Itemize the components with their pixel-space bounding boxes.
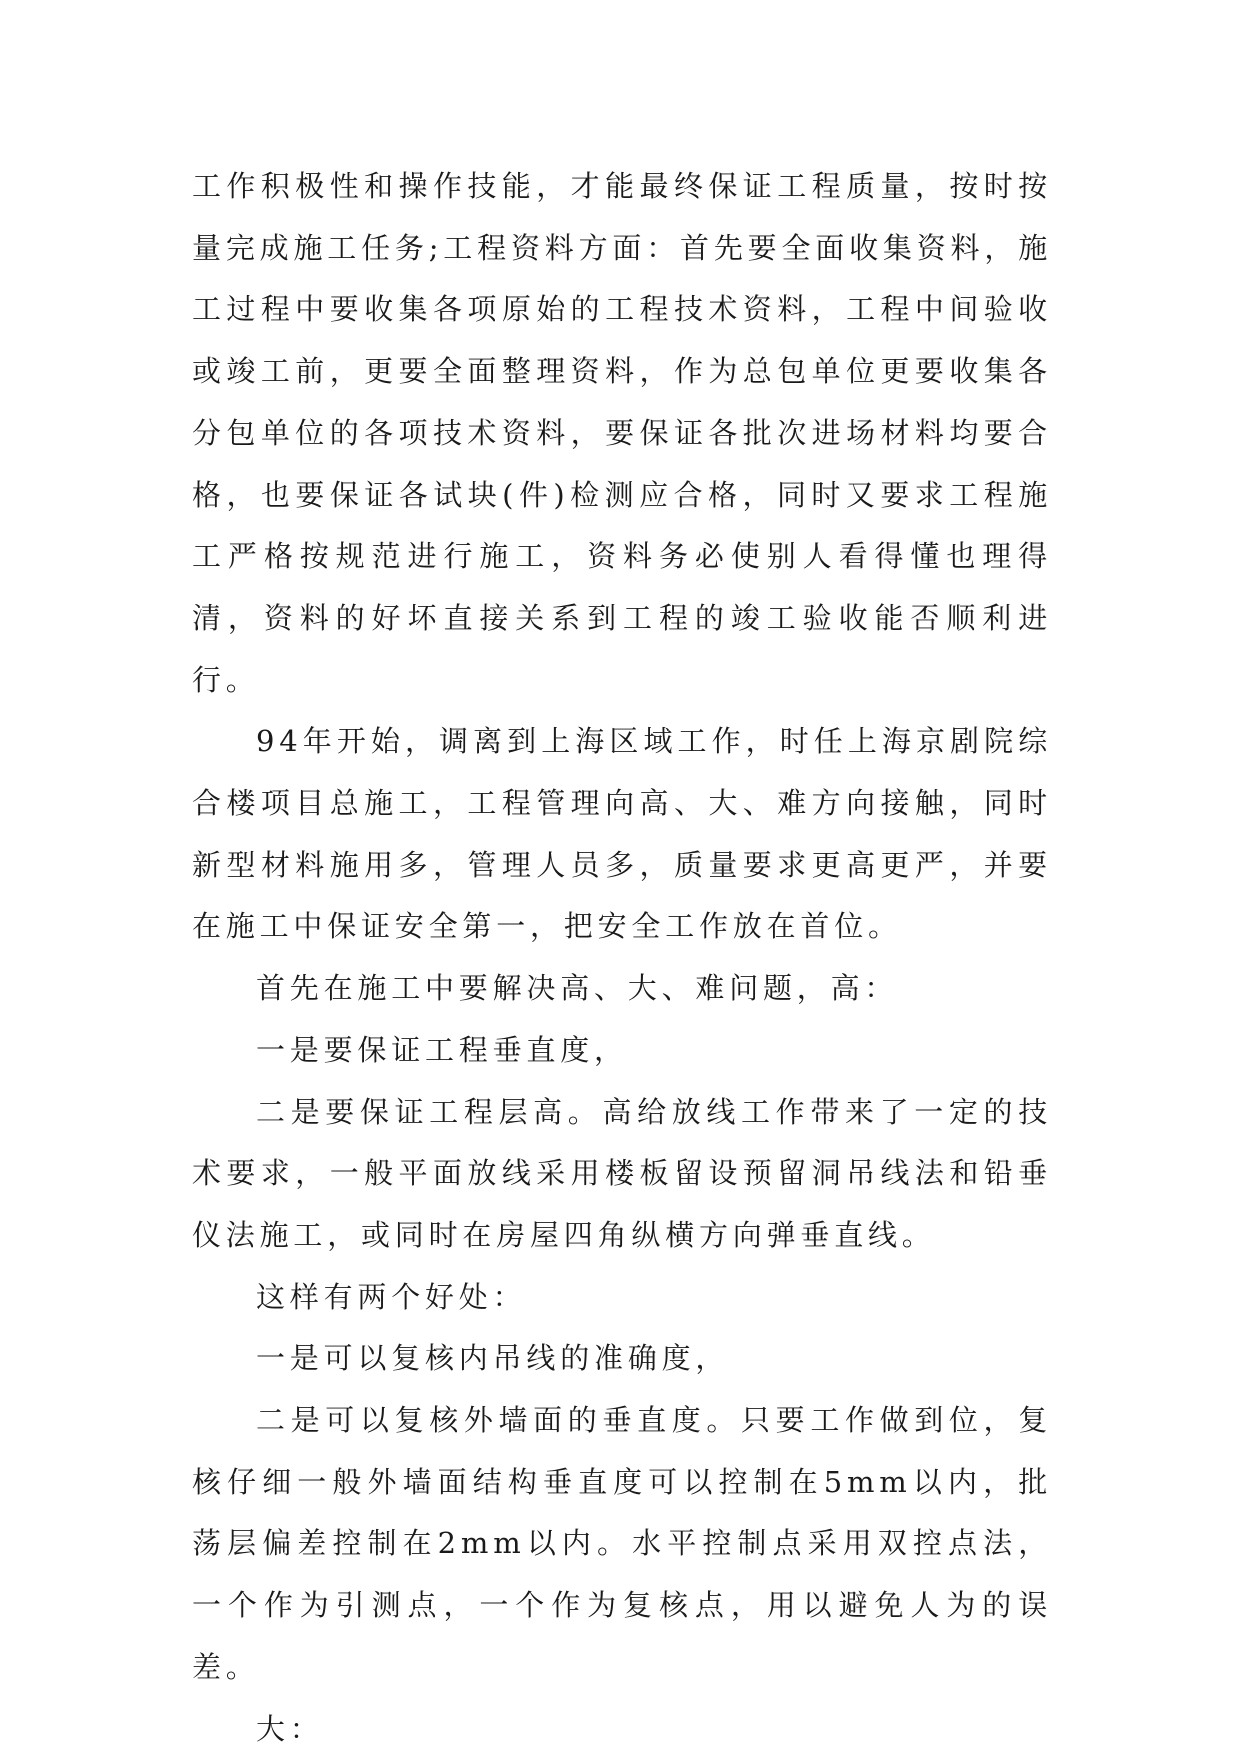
paragraph-7: 一是可以复核内吊线的准确度，	[256, 1341, 730, 1376]
body-text	[192, 156, 1052, 1760]
paragraph-4: 一是要保证工程垂直度，	[256, 1032, 628, 1067]
paragraph-8: 二是可以复核外墙面的垂直度。只要工作做到位，复核仔细一般外墙面结构垂直度可以控制在5mm以内，批荡层偏差控制在2mm以内。水平控制点采用双控点法，一个作为引测点，一个作为复核点，用以避免人为的误差。	[192, 1403, 1052, 1684]
paragraph-9: 大：	[256, 1711, 324, 1746]
paragraph-5: 二是要保证工程层高。高给放线工作带来了一定的技术要求，一般平面放线采用楼板留设预留洞吊线法和铅垂仪法施工，或同时在房屋四角纵横方向弹垂直线。	[192, 1094, 1052, 1252]
paragraph-6: 这样有两个好处：	[256, 1279, 527, 1314]
paragraph-2: 94年开始，调离到上海区域工作，时任上海京剧院综合楼项目总施工，工程管理向高、大、难方向接触，同时新型材料施用多，管理人员多，质量要求更高更严，并要在施工中保证安全第一，把安全工作放在首位。	[192, 724, 1052, 944]
paragraph-3: 首先在施工中要解决高、大、难问题，高：	[256, 971, 899, 1006]
paragraph-1: 工作积极性和操作技能，才能最终保证工程质量，按时按量完成施工任务;工程资料方面：首先要全面收集资料，施工过程中要收集各项原始的工程技术资料，工程中间验收或竣工前，更要全面整理资料，作为总包单位更要收集各分包单位的各项技术资料，要保证各批次进场材料均要合格，也要保证各试块(件)检测应合格，同时又要求工程施工严格按规范进行施工，资料务必使别人看得懂也理得清，资料的好坏直接关系到工程的竣工验收能否顺利进行。	[192, 169, 1052, 697]
